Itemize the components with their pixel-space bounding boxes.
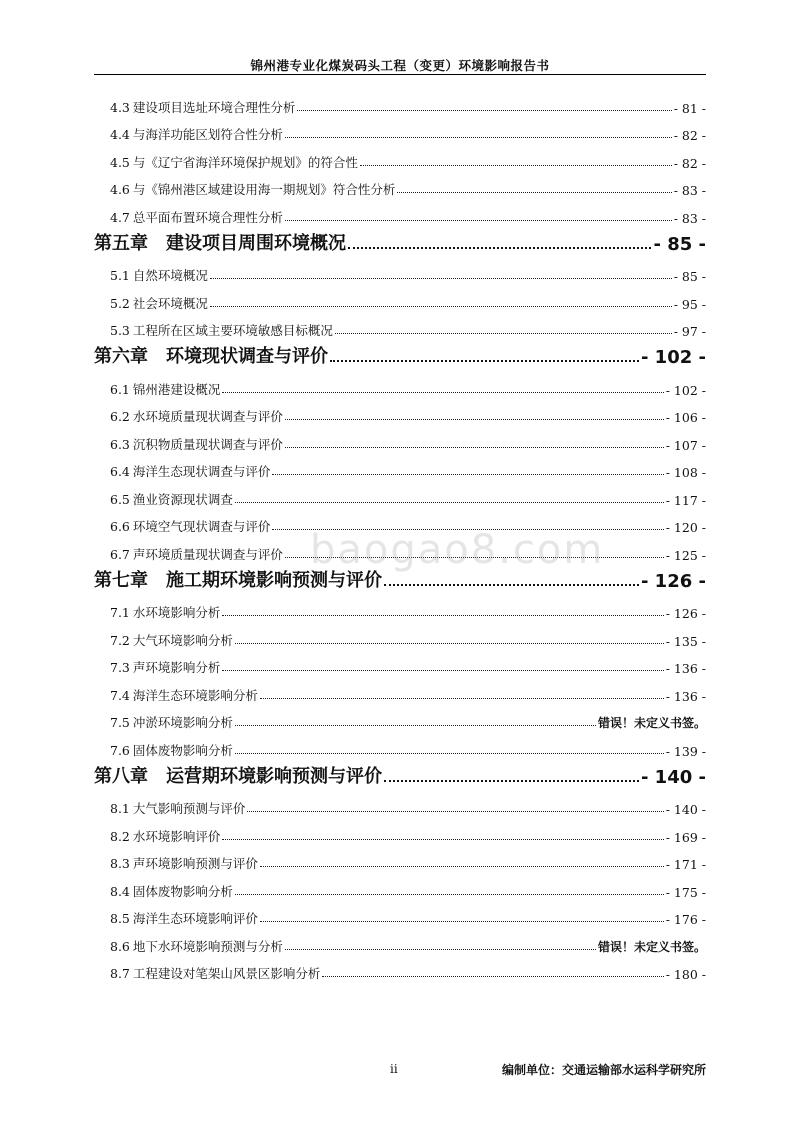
toc-dot-leader: [210, 306, 672, 307]
toc-entry-number: 6.6: [110, 519, 130, 534]
toc-section-entry[interactable]: [94, 927, 706, 955]
toc-page-number: - 95 -: [673, 296, 706, 312]
toc-entry-title: 地下水环境影响预测与分析: [132, 938, 283, 954]
toc-entry-number: 4.6: [110, 182, 130, 197]
toc-entry-label: [110, 407, 283, 425]
toc-page-number: - 136 -: [665, 661, 706, 676]
toc-dot-leader: [335, 333, 672, 334]
toc-entry-title: 大气影响预测与评价: [132, 801, 246, 816]
toc-entry-label: [110, 321, 333, 339]
toc-entry-title: 环境空气现状调查与评价: [132, 519, 271, 534]
toc-entry-number: 第八章: [94, 765, 148, 787]
toc-dot-leader: [222, 615, 663, 616]
toc-entry-label: [110, 125, 283, 143]
toc-entry-title: 冲淤环境影响分析: [132, 715, 233, 730]
toc-dot-leader: [360, 165, 672, 166]
toc-entry-title: 与《辽宁省海洋环境保护规划》的符合性: [132, 154, 358, 170]
toc-dot-leader: [235, 725, 596, 726]
toc-bookmark-error: 错误！未定义书签。: [597, 939, 706, 954]
toc-entry-title: 工程所在区域主要环境敏感目标概况: [132, 323, 333, 338]
toc-page-number: - 102 -: [640, 347, 706, 368]
toc-chapter-entry[interactable]: [94, 226, 706, 257]
toc-entry-label: [110, 937, 283, 955]
toc-dot-leader: [285, 220, 672, 221]
toc-page-number: - 106 -: [665, 410, 706, 425]
toc-entry-number: 7.6: [110, 742, 130, 758]
toc-entry-label: [110, 713, 233, 731]
toc-dot-leader: [397, 192, 671, 193]
toc-dot-leader: [222, 392, 663, 393]
toc-section-entry[interactable]: [94, 257, 706, 285]
toc-entry-number: 6.3: [110, 436, 130, 452]
toc-entry-title: 海洋生态环境影响分析: [132, 687, 258, 703]
toc-entry-label: [110, 686, 258, 704]
toc-section-entry[interactable]: [94, 704, 706, 732]
toc-section-entry[interactable]: [94, 312, 706, 340]
toc-dot-leader: [330, 360, 639, 362]
toc-dot-leader: [272, 474, 663, 475]
page-header-title: 锦州港专业化煤炭码头工程（变更）环境影响报告书: [250, 58, 550, 73]
toc-section-entry[interactable]: [94, 649, 706, 677]
toc-page-number: - 108 -: [665, 465, 706, 480]
toc-entry-title: 与海洋功能区划符合性分析: [132, 127, 283, 142]
toc-page-number: - 82 -: [673, 128, 706, 143]
toc-entry-label: [110, 266, 208, 284]
toc-page-number: - 102 -: [665, 382, 706, 398]
toc-page-number: - 120 -: [665, 520, 706, 535]
toc-entry-number: 7.2: [110, 632, 130, 648]
toc-section-entry[interactable]: [94, 676, 706, 704]
toc-entry-label: [94, 342, 328, 368]
toc-section-entry[interactable]: [94, 955, 706, 983]
toc-entry-number: 5.1: [110, 268, 130, 283]
toc-dot-leader: [285, 419, 664, 420]
toc-entry-label: [94, 762, 382, 788]
toc-entry-title: 水环境质量现状调查与评价: [132, 409, 283, 424]
toc-section-entry[interactable]: [94, 731, 706, 759]
toc-page-number: - 140 -: [665, 802, 706, 817]
toc-entry-number: 第六章: [94, 346, 148, 367]
toc-section-entry[interactable]: [94, 171, 706, 199]
toc-entry-title: 固体废物影响分析: [132, 742, 233, 758]
toc-entry-number: 7.4: [110, 687, 130, 703]
toc-page-number: - 125 -: [665, 547, 706, 563]
toc-page-number: - 136 -: [665, 688, 706, 704]
toc-dot-leader: [235, 643, 664, 644]
toc-entry-title: 固体废物影响分析: [132, 883, 233, 899]
toc-entry-number: 6.2: [110, 409, 130, 424]
toc-section-entry[interactable]: [94, 817, 706, 845]
toc-page-number: - 83 -: [673, 210, 706, 226]
toc-page-number: - 140 -: [640, 766, 706, 788]
toc-entry-number: 7.3: [110, 660, 130, 675]
toc-dot-leader: [235, 894, 664, 895]
toc-section-entry[interactable]: [94, 198, 706, 226]
toc-dot-leader: [285, 447, 664, 448]
toc-entry-label: [110, 741, 233, 759]
toc-dot-leader: [235, 753, 664, 754]
toc-entry-number: 8.1: [110, 801, 130, 816]
toc-entry-label: [110, 631, 233, 649]
toc-entry-number: 第七章: [94, 569, 148, 591]
toc-page-number: - 82 -: [673, 155, 706, 171]
toc-entry-number: 8.5: [110, 911, 130, 926]
toc-entry-label: [110, 98, 295, 116]
toc-entry-label: [110, 153, 358, 171]
toc-section-entry[interactable]: [94, 480, 706, 508]
toc-page-number: - 171 -: [665, 857, 706, 872]
toc-dot-leader: [384, 780, 639, 782]
toc-page-number: - 117 -: [665, 492, 706, 508]
toc-entry-title: 海洋生态现状调查与评价: [132, 464, 271, 479]
toc-entry-title: 建设项目选址环境合理性分析: [132, 99, 296, 115]
toc-dot-leader: [285, 557, 664, 558]
toc-entry-title: 施工期环境影响预测与评价: [166, 569, 382, 591]
toc-chapter-entry[interactable]: [94, 563, 706, 594]
toc-entry-label: [110, 462, 270, 480]
toc-entry-number: 8.6: [110, 938, 130, 954]
toc-page-number: - 139 -: [665, 743, 706, 759]
toc-dot-leader: [297, 110, 671, 111]
toc-section-entry[interactable]: [94, 425, 706, 453]
toc-dot-leader: [285, 949, 596, 950]
toc-entry-number: 8.4: [110, 883, 130, 899]
toc-section-entry[interactable]: [94, 845, 706, 873]
toc-page-number: - 135 -: [665, 633, 706, 649]
toc-entry-number: 第五章: [94, 232, 148, 254]
toc-entry-title: 大气环境影响分析: [132, 632, 233, 648]
toc-page-number: - 169 -: [665, 829, 706, 845]
toc-dot-leader: [272, 529, 663, 530]
toc-entry-title: 声环境影响分析: [132, 660, 221, 675]
toc-entry-title: 工程建设对笔架山风景区影响分析: [132, 966, 321, 981]
toc-entry-title: 水环境影响分析: [132, 605, 221, 620]
toc-entry-title: 沉积物质量现状调查与评价: [132, 436, 283, 452]
toc-entry-label: [110, 208, 283, 226]
toc-chapter-entry[interactable]: [94, 759, 706, 790]
toc-entry-label: [110, 603, 220, 621]
toc-entry-label: [110, 517, 270, 535]
toc-section-entry[interactable]: [94, 370, 706, 398]
toc-entry-number: 8.7: [110, 966, 130, 981]
table-of-contents: [94, 88, 706, 982]
toc-entry-number: 4.5: [110, 154, 130, 170]
toc-section-entry[interactable]: [94, 900, 706, 928]
toc-entry-number: 5.3: [110, 323, 130, 338]
toc-dot-leader: [222, 839, 663, 840]
toc-bookmark-error: 错误！未定义书签。: [597, 716, 706, 730]
toc-entry-title: 渔业资源现状调查: [132, 491, 233, 507]
toc-page-number: - 83 -: [673, 183, 706, 198]
toc-entry-label: [110, 854, 258, 872]
toc-section-entry[interactable]: [94, 398, 706, 426]
toc-dot-leader: [260, 921, 664, 922]
toc-entry-number: 5.2: [110, 295, 130, 311]
toc-entry-number: 4.4: [110, 127, 130, 142]
toc-dot-leader: [384, 584, 639, 586]
toc-entry-number: 6.7: [110, 546, 130, 562]
toc-section-entry[interactable]: [94, 116, 706, 144]
toc-page-number: - 176 -: [665, 912, 706, 927]
toc-entry-label: [110, 490, 233, 508]
toc-page-number: - 126 -: [665, 606, 706, 621]
toc-dot-leader: [235, 502, 664, 503]
toc-entry-title: 社会环境概况: [132, 295, 208, 311]
toc-entry-label: [110, 827, 220, 845]
toc-section-entry[interactable]: [94, 535, 706, 563]
toc-entry-number: 6.1: [110, 381, 130, 397]
toc-section-entry[interactable]: [94, 872, 706, 900]
toc-section-entry[interactable]: [94, 508, 706, 536]
toc-page-number: - 126 -: [640, 570, 706, 592]
toc-entry-title: 水环境影响评价: [132, 828, 221, 844]
toc-entry-number: 8.3: [110, 856, 130, 871]
toc-entry-number: 6.5: [110, 491, 130, 507]
toc-entry-title: 声环境影响预测与评价: [132, 856, 258, 871]
toc-entry-number: 8.2: [110, 828, 130, 844]
toc-section-entry[interactable]: [94, 88, 706, 116]
toc-dot-leader: [260, 698, 664, 699]
toc-entry-title: 与《锦州港区域建设用海一期规划》符合性分析: [132, 182, 396, 197]
toc-entry-number: 7.5: [110, 715, 130, 730]
toc-chapter-entry[interactable]: [94, 339, 706, 370]
toc-section-entry[interactable]: [94, 621, 706, 649]
toc-entry-label: [110, 545, 283, 563]
toc-section-entry[interactable]: [94, 284, 706, 312]
toc-entry-title: 总平面布置环境合理性分析: [132, 209, 283, 225]
toc-section-entry[interactable]: [94, 594, 706, 622]
toc-page-number: - 107 -: [665, 437, 706, 453]
toc-page-number: - 180 -: [665, 967, 706, 982]
footer-unit: 编制单位：交通运输部水运科学研究所: [501, 1063, 706, 1077]
toc-entry-title: 自然环境概况: [132, 268, 208, 283]
toc-entry-label: [110, 882, 233, 900]
toc-entry-label: [110, 380, 220, 398]
toc-entry-label: [110, 435, 283, 453]
header-rule: [94, 74, 706, 75]
toc-section-entry[interactable]: [94, 790, 706, 818]
toc-entry-number: 6.4: [110, 464, 130, 479]
toc-dot-leader: [285, 137, 672, 138]
toc-page-number: - 85 -: [673, 269, 706, 284]
toc-section-entry[interactable]: [94, 453, 706, 481]
toc-dot-leader: [348, 247, 651, 249]
toc-entry-title: 锦州港建设概况: [132, 381, 221, 397]
toc-page-number: - 85 -: [653, 233, 706, 255]
toc-entry-number: 4.7: [110, 209, 130, 225]
toc-page-number: - 175 -: [665, 884, 706, 900]
watermark: baogao8.com: [310, 527, 605, 573]
toc-entry-number: 7.1: [110, 605, 130, 620]
footer-page-number: ii: [390, 1062, 398, 1076]
toc-entry-label: [94, 229, 346, 255]
toc-dot-leader: [260, 866, 664, 867]
toc-entry-label: [110, 799, 245, 817]
toc-entry-label: [110, 294, 208, 312]
toc-entry-title: 运营期环境影响预测与评价: [166, 765, 382, 787]
toc-dot-leader: [210, 278, 672, 279]
toc-entry-label: [110, 658, 220, 676]
toc-entry-label: [94, 566, 382, 592]
toc-page-number: - 81 -: [673, 100, 706, 116]
toc-section-entry[interactable]: [94, 143, 706, 171]
toc-entry-label: [110, 909, 258, 927]
toc-entry-label: [110, 180, 395, 198]
toc-entry-title: 建设项目周围环境概况: [166, 232, 346, 254]
toc-dot-leader: [322, 976, 663, 977]
toc-entry-title: 声环境质量现状调查与评价: [132, 546, 283, 562]
toc-dot-leader: [247, 811, 663, 812]
toc-entry-label: [110, 964, 320, 982]
toc-entry-number: 4.3: [110, 99, 130, 115]
toc-entry-title: 环境现状调查与评价: [166, 346, 328, 367]
toc-dot-leader: [222, 670, 663, 671]
toc-entry-title: 海洋生态环境影响评价: [132, 911, 258, 926]
toc-page-number: - 97 -: [673, 324, 706, 339]
